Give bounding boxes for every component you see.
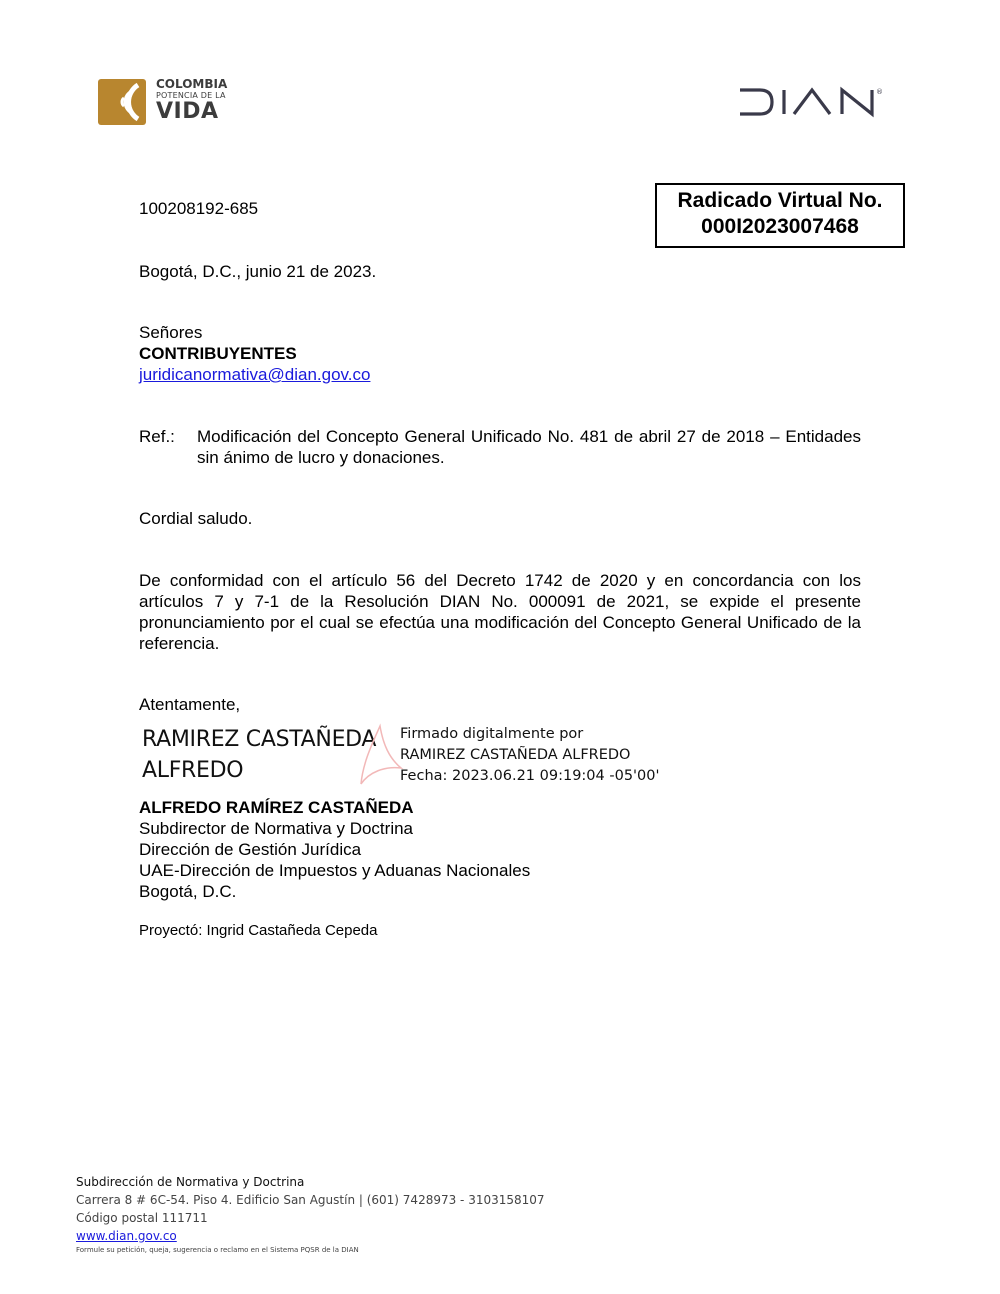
footer-pqsr-note: Formule su petición, queja, sugerencia o reclamo en el Sistema PQSR de la DIAN (76, 1246, 359, 1254)
digital-signature-details (400, 724, 659, 787)
radicado-label: Radicado Virtual No. (677, 189, 883, 212)
body-paragraph: De conformidad con el artículo 56 del Decreto 1742 de 2020 y en concordancia con los artículos 7 y 7-1 de la Resolución DIAN No. 000091 de 2021, se expide el presente pronunciamiento por el cual se efectúa una modificación del Concepto General Unificado de la referencia. (139, 571, 861, 653)
colombia-logo-mark-icon (98, 79, 146, 125)
radicado-number: 000I2023007468 (701, 215, 859, 238)
footer-postal-code: Código postal 111711 (76, 1211, 208, 1225)
footer-website-link[interactable]: www.dian.gov.co (76, 1229, 177, 1243)
colombia-logo-line2: POTENCIA DE LA (156, 91, 226, 100)
recipient-name: CONTRIBUYENTES (139, 344, 297, 363)
colombia-logo-line1: COLOMBIA (156, 77, 228, 91)
document-number: 100208192-685 (139, 199, 259, 218)
signer-title-2: Dirección de Gestión Jurídica (139, 840, 362, 859)
footer (76, 1173, 545, 1255)
signature-name-line2: ALFREDO (142, 758, 244, 783)
signer-title-3: UAE-Dirección de Impuestos y Aduanas Nacionales (139, 861, 531, 880)
colombia-potencia-de-la-vida-logo (98, 76, 238, 126)
footer-office: Subdirección de Normativa y Doctrina (76, 1175, 305, 1189)
recipient-email-link[interactable]: juridicanormativa@dian.gov.co (139, 365, 371, 384)
signature-digital-line3: Fecha: 2023.06.21 09:19:04 -05'00' (400, 768, 660, 784)
project-credit: Proyectó: Ingrid Castañeda Cepeda (139, 922, 378, 939)
signature-name-line1: RAMIREZ CASTAÑEDA (142, 727, 377, 752)
signature-digital-line1: Firmado digitalmente por (400, 726, 584, 742)
reference-label: Ref.: (139, 427, 175, 446)
radicado-virtual-box (655, 183, 905, 248)
signature-digital-line2: RAMIREZ CASTAÑEDA ALFREDO (400, 747, 631, 763)
signer-city: Bogotá, D.C. (139, 882, 237, 901)
signer-name: ALFREDO RAMÍREZ CASTAÑEDA (139, 798, 414, 817)
signer-title-1: Subdirector de Normativa y Doctrina (139, 819, 414, 838)
dian-logo (738, 86, 900, 118)
digital-signature-name (142, 724, 376, 786)
greeting: Cordial saludo. (139, 509, 253, 528)
colombia-logo-line3: VIDA (156, 99, 219, 124)
dian-logo-wordmark-icon (738, 86, 900, 118)
document-date: Bogotá, D.C., junio 21 de 2023. (139, 262, 377, 281)
reference-text: Modificación del Concepto General Unificado No. 481 de abril 27 de 2018 – Entidades sin ánimo de lucro y donaciones. (197, 427, 861, 467)
closing: Atentamente, (139, 695, 241, 714)
signer-block (139, 797, 530, 902)
footer-address: Carrera 8 # 6C-54. Piso 4. Edificio San Agustín | (601) 7428973 - 3103158107 (76, 1193, 545, 1207)
recipient-salutation: Señores (139, 323, 203, 342)
dian-registered-mark: ® (876, 88, 883, 96)
recipient-block (139, 322, 370, 385)
digital-signature-watermark-icon (355, 722, 405, 792)
